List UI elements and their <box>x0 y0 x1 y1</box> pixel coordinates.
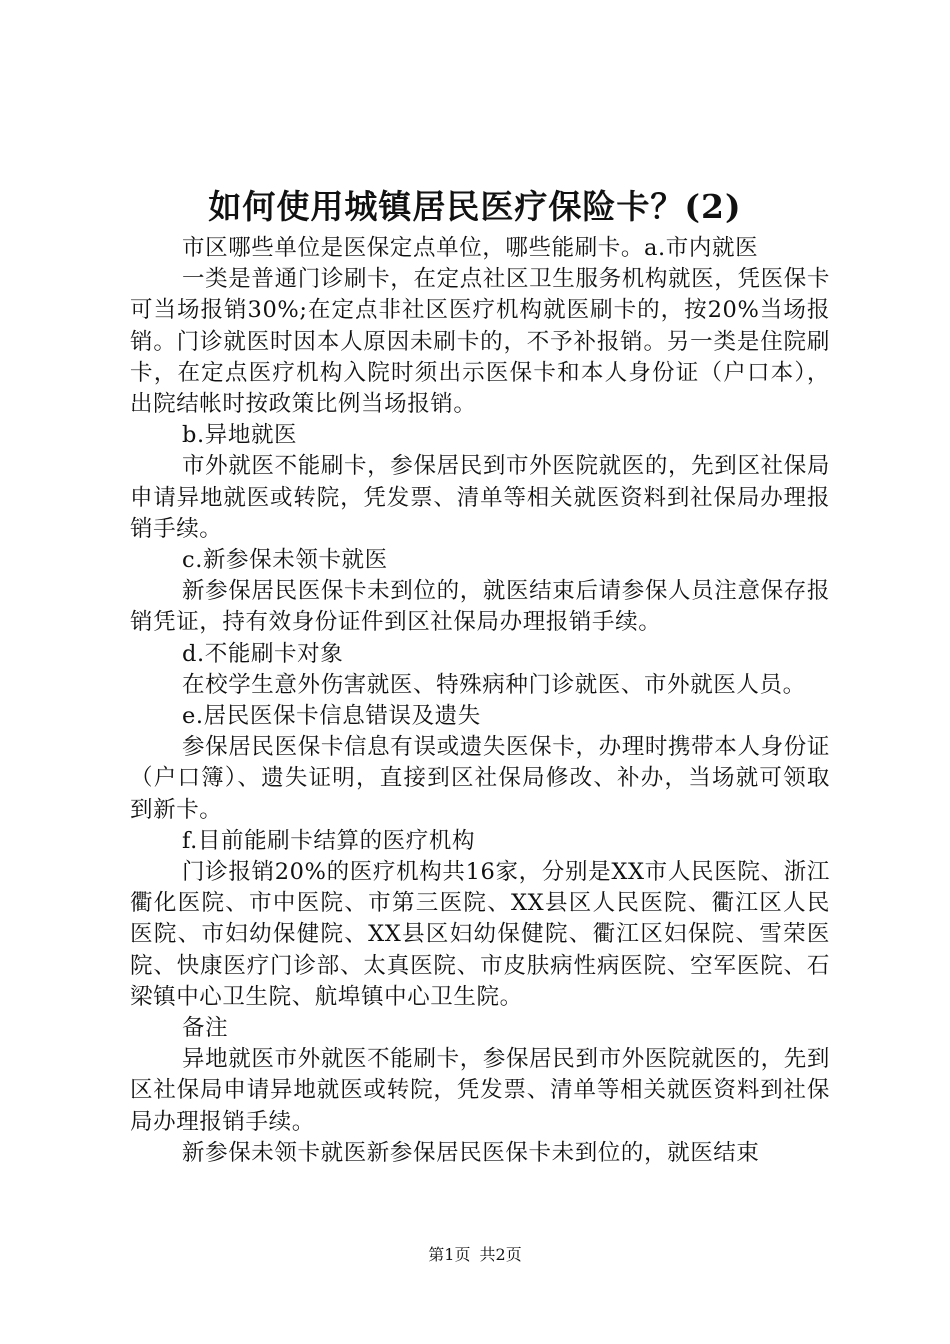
paragraph: 一类是普通门诊刷卡，在定点社区卫生服务机构就医，凭医保卡可当场报销30%;在定点非社区医疗机构就医刷卡的，按20%当场报销。门诊就医时因本人原因未刷卡的，不予补报销。另一类是住院刷卡，在定点医疗机构入院时须出示医保卡和本人身份证（户口本），出院结帐时按政策比例当场报销。 <box>130 266 830 418</box>
paragraph: 新参保居民医保卡未到位的，就医结束后请参保人员注意保存报销凭证，持有效身份证件到区社保局办理报销手续。 <box>130 578 830 636</box>
paragraph: 门诊报销20%的医疗机构共16家，分别是XX市人民医院、浙江衢化医院、市中医院、市第三医院、XX县区人民医院、衢江区人民医院、市妇幼保健院、XX县区妇幼保健院、衢江区妇保院、雪荣医院、快康医疗门诊部、太真医院、市皮肤病性病医院、空军医院、石梁镇中心卫生院、航埠镇中心卫生院。 <box>130 859 830 1010</box>
document-title: 如何使用城镇居民医疗保险卡？(2) <box>208 187 742 226</box>
section-heading: e.居民医保卡信息错误及遗失 <box>182 703 481 730</box>
page-number: 第1页 <box>428 1245 471 1264</box>
paragraph: 新参保未领卡就医新参保居民医保卡未到位的，就医结束 <box>182 1139 760 1166</box>
document-body <box>130 233 830 1169</box>
paragraph: 在校学生意外伤害就医、特殊病种门诊就医、市外就医人员。 <box>182 671 806 698</box>
section-heading: f.目前能刷卡结算的医疗机构 <box>182 827 476 854</box>
section-heading: b.异地就医 <box>182 422 298 449</box>
section-heading: c.新参保未领卡就医 <box>182 547 388 574</box>
paragraph: 市外就医不能刷卡，参保居民到市外医院就医的，先到区社保局申请异地就医或转院，凭发票、清单等相关就医资料到社保局办理报销手续。 <box>130 453 830 542</box>
section-heading: 备注 <box>182 1015 229 1042</box>
section-heading: d.不能刷卡对象 <box>182 640 344 667</box>
paragraph: 异地就医市外就医不能刷卡，参保居民到市外医院就医的，先到区社保局申请异地就医或转院，凭发票、清单等相关就医资料到社保局办理报销手续。 <box>130 1046 830 1135</box>
page-total: 共2页 <box>479 1245 522 1264</box>
paragraph: 参保居民医保卡信息有误或遗失医保卡，办理时携带本人身份证（户口簿）、遗失证明，直接到区社保局修改、补办，当场就可领取到新卡。 <box>130 734 830 823</box>
paragraph: 市区哪些单位是医保定点单位，哪些能刷卡。a.市内就医 <box>182 235 759 261</box>
page-footer <box>0 1244 950 1266</box>
